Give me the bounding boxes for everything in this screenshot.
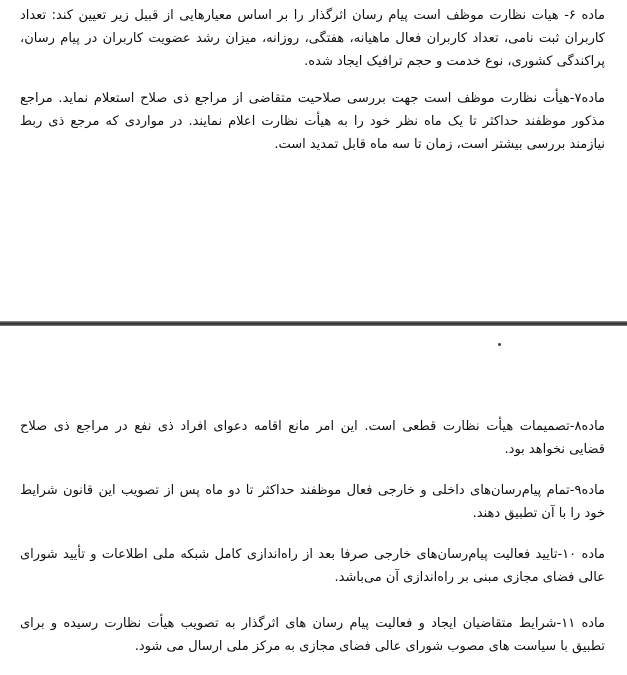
article-9-paragraph: ماده۹-تمام پیام‌رسان‌های داخلی و خارجی فعال موظفند حداکثر تا دو ماه پس از تصویب این قانون شرایط خود را با آن تطبیق دهند. — [20, 483, 605, 521]
article-6-paragraph: ماده ۶- هیات نظارت موظف است پیام رسان اثرگذار را بر اساس معیارهایی از قبیل زیر تعیین کند: تعداد کاربران ثبت نامی، تعداد کاربران فعال ماهیانه، هفتگی، روزانه، میزان رشد عضویت کاربران در پیام رسان، پراکندگی کشوری، نوع خدمت و حجم ترافیک ایجاد شده. — [20, 8, 605, 69]
page-separator-bar — [0, 321, 627, 326]
page-separator — [0, 318, 627, 329]
article-8-paragraph: ماده۸-تصمیمات هیأت نظارت قطعی است. این امر مانع اقامه دعوای افراد ذی نفع در مراجع ذی صلاح قضایی نخواهد بود. — [20, 419, 605, 457]
article-10-paragraph: ماده ۱۰-تایید فعالیت پیام‌رسان‌های خارجی صرفا بعد از راه‌اندازی کامل شبکه ملی اطلاعات و تأیید شورای عالی فضای مجازی مبنی بر راه‌اندازی آن می‌باشد. — [20, 547, 605, 585]
document-page-bottom — [0, 329, 627, 675]
article-7-paragraph: ماده۷-هیأت نظارت موظف است جهت بررسی صلاحیت متقاضی از مراجع ذی صلاح استعلام نماید. مراجع مذکور موظفند حداکثر تا یک ماه نظر خود را به هیأت نظارت اعلام نمایند. در مواردی که مرجع ذی ربط نیازمند بررسی بیشتر است، زمان تا سه ماه قابل تمدید است. — [20, 91, 605, 152]
stray-dot-mark — [498, 343, 501, 346]
document-page-top — [0, 0, 627, 318]
article-11-paragraph: ماده ۱۱-شرایط متقاضیان ایجاد و فعالیت پیام رسان های اثرگذار به تصویب هیأت نظارت رسیده و برای تطبیق با سیاست های مصوب شورای عالی فضای مجازی به مرکز ملی ارسال می شود. — [20, 616, 605, 654]
